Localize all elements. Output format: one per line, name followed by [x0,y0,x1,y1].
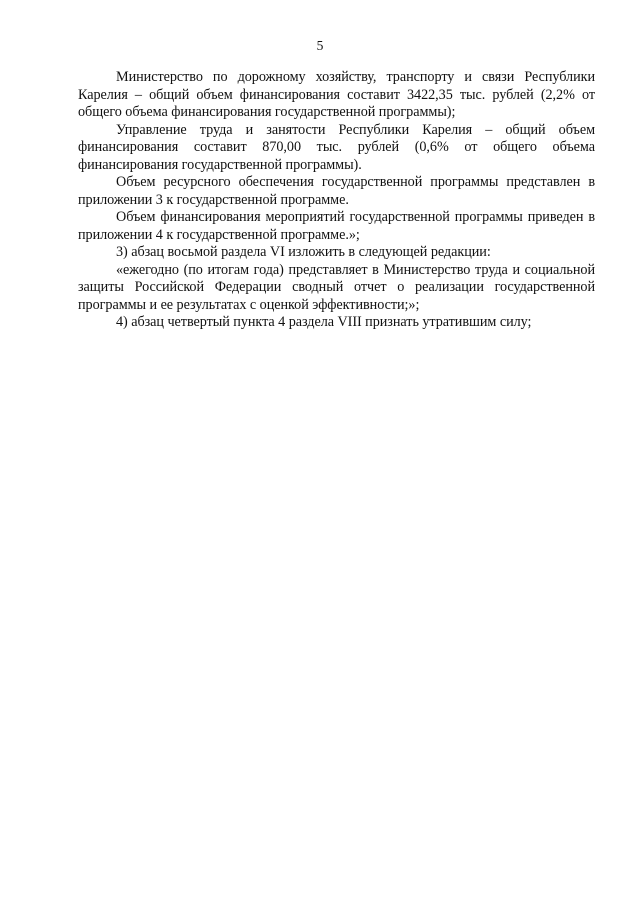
paragraph-item-4: 4) абзац четвертый пункта 4 раздела VIII признать утратившим силу; [116,314,532,330]
paragraph-annual-report: «ежегодно (по итогам года) представляет в Министерство труда и социальной защиты Российской Федерации сводный отчет о реализации государственной программы и ее результатах с оценкой эффективности;»; [78,261,595,313]
paragraph-labor-office-funding: Управление труда и занятости Республики Карелия – общий объем финансирования составит 870,00 тыс. рублей (0,6% от общего объема финансирования государственной программы). [78,121,595,173]
paragraph-ministry-roads-funding: Министерство по дорожному хозяйству, транспорту и связи Республики Карелия – общий объем финансирования составит 3422,35 тыс. рублей (2,2% от общего объема финансирования государственной программы); [78,69,595,120]
paragraph-item-3: 3) абзац восьмой раздела VI изложить в следующей редакции: [116,244,491,260]
paragraph-activities-funding: Объем финансирования мероприятий государственной программы приведен в приложении 4 к государственной программе.»; [78,209,595,243]
document-body [78,69,595,332]
page-number: 5 [316,38,324,53]
paragraph-resource-support: Объем ресурсного обеспечения государственной программы представлен в приложении 3 к государственной программе. [78,174,595,208]
